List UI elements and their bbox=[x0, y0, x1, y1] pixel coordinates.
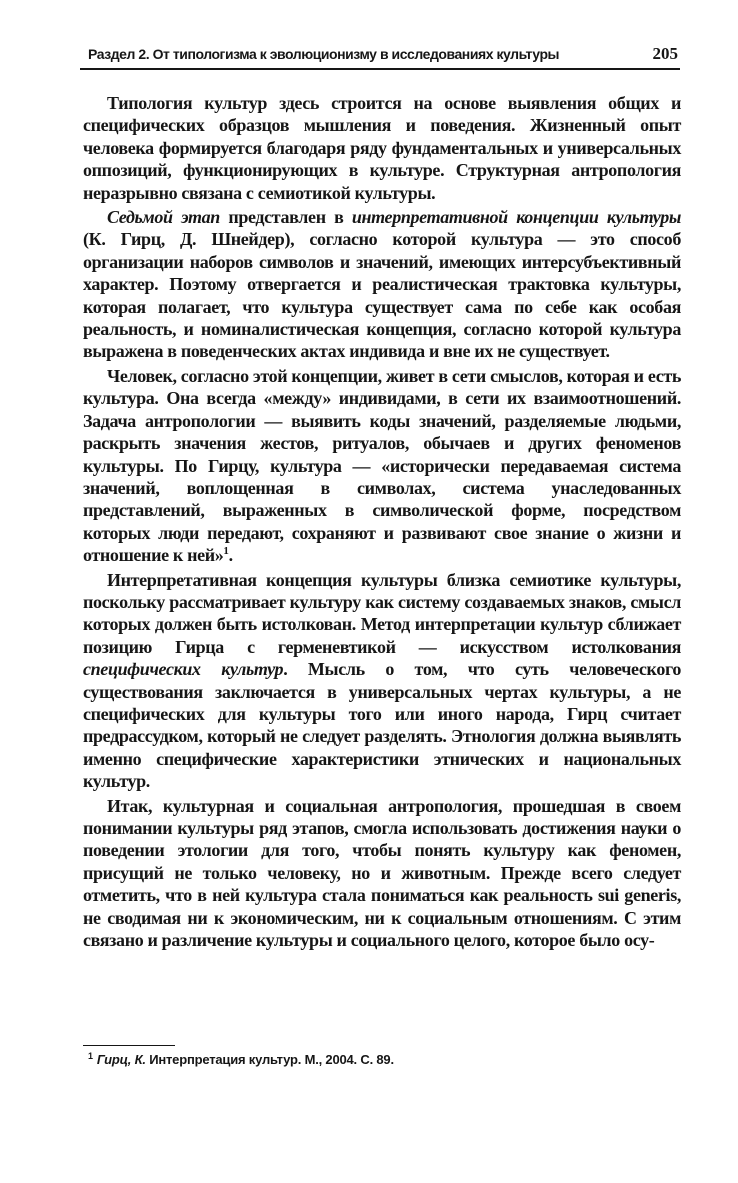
paragraph-text: . Мысль о том, что суть человеческого существования заключается в универсальных чертах культуры, а не специфических для культуры того или иного народа, Гирц считает предрассудком, который не следует разделять. Этнология должна выявлять именно специфические характеристики этнических и национальных культур. bbox=[83, 659, 681, 792]
paragraph-text: (К. Гирц, Д. Шнейдер), согласно которой культура — это способ организации наборов символов и значений, имеющих интерсубъективный характер. Поэтому отвергается и реалистическая трактовка культуры, которая полагает, что культура существует сама по себе как особая реальность, и номиналистическая концепция, согласно которой культура выражена в поведенческих актах индивида и вне их не существует. bbox=[83, 229, 681, 362]
paragraph-2 bbox=[83, 206, 681, 363]
paragraph-5: Итак, культурная и социальная антропология, прошедшая в своем понимании культуры ряд этапов, смогла использовать достижения науки о поведении этологии для того, чтобы понять культуру как феномен, присущий не только человеку, но и животным. Прежде всего следует отметить, что в ней культура стала пониматься как реальность sui generis, не сводимая ни к экономическим, ни к социальным отношениям. С этим связано и различение культуры и социального целого, которое было осу- bbox=[83, 795, 681, 951]
page-number: 205 bbox=[652, 44, 678, 63]
running-header bbox=[80, 44, 680, 70]
paragraph-4 bbox=[83, 569, 681, 793]
paragraph-text: . bbox=[228, 545, 233, 566]
footnote bbox=[88, 1051, 678, 1069]
section-title: Раздел 2. От типологизма к эволюционизму в исследованиях культуры bbox=[88, 46, 560, 62]
paragraph-text: Человек, согласно этой концепции, живет в сети смыслов, которая и есть культура. Она всегда «между» индивидами, в сети их взаимоотношений. Задача антропологии — выявить коды значений, разделяемые людьми, раскрыть значения жестов, ритуалов, обычаев и других феноменов культуры. По Гирцу, культура — «исторически передаваемая система значений, воплощенная в символах, система унаследованных представлений, выраженных в символической форме, посредством которых люди передают, сохраняют и развивают свое знание о жизни и отношение к ней» bbox=[83, 365, 681, 566]
italic-term: специфических культур bbox=[83, 659, 284, 680]
paragraph-3 bbox=[83, 365, 681, 567]
italic-term: Седьмой этап bbox=[107, 207, 220, 228]
paragraph-1: Типология культур здесь строится на основе выявления общих и специфических образцов мышления и поведения. Жизненный опыт человека формируется благодаря ряду фундаментальных и универсальных оппозиций, функционирующих в культуре. Структурная антропология неразрывно связана с семиотикой культуры. bbox=[83, 93, 681, 203]
footnote-reference[interactable]: 1 bbox=[223, 545, 229, 558]
italic-term: интерпретативной концепции культуры bbox=[351, 207, 681, 228]
footnote-author: Гирц, К. bbox=[96, 1052, 146, 1067]
footnote-divider bbox=[83, 1045, 175, 1046]
body-text bbox=[83, 92, 681, 951]
paragraph-text: Интерпретативная концепция культуры близка семиотике культуры, поскольку рассматривает культуру как систему создаваемых знаков, смысл которых должен быть истолкован. Метод интерпретации культур сближает позицию Гирца с герменевтикой — искусством истолкования bbox=[83, 569, 681, 657]
paragraph-text: представлен в bbox=[219, 207, 352, 228]
footnote-citation: Интерпретация культур. М., 2004. С. 89. bbox=[145, 1052, 394, 1067]
footnote-number: 1 bbox=[88, 1050, 93, 1061]
